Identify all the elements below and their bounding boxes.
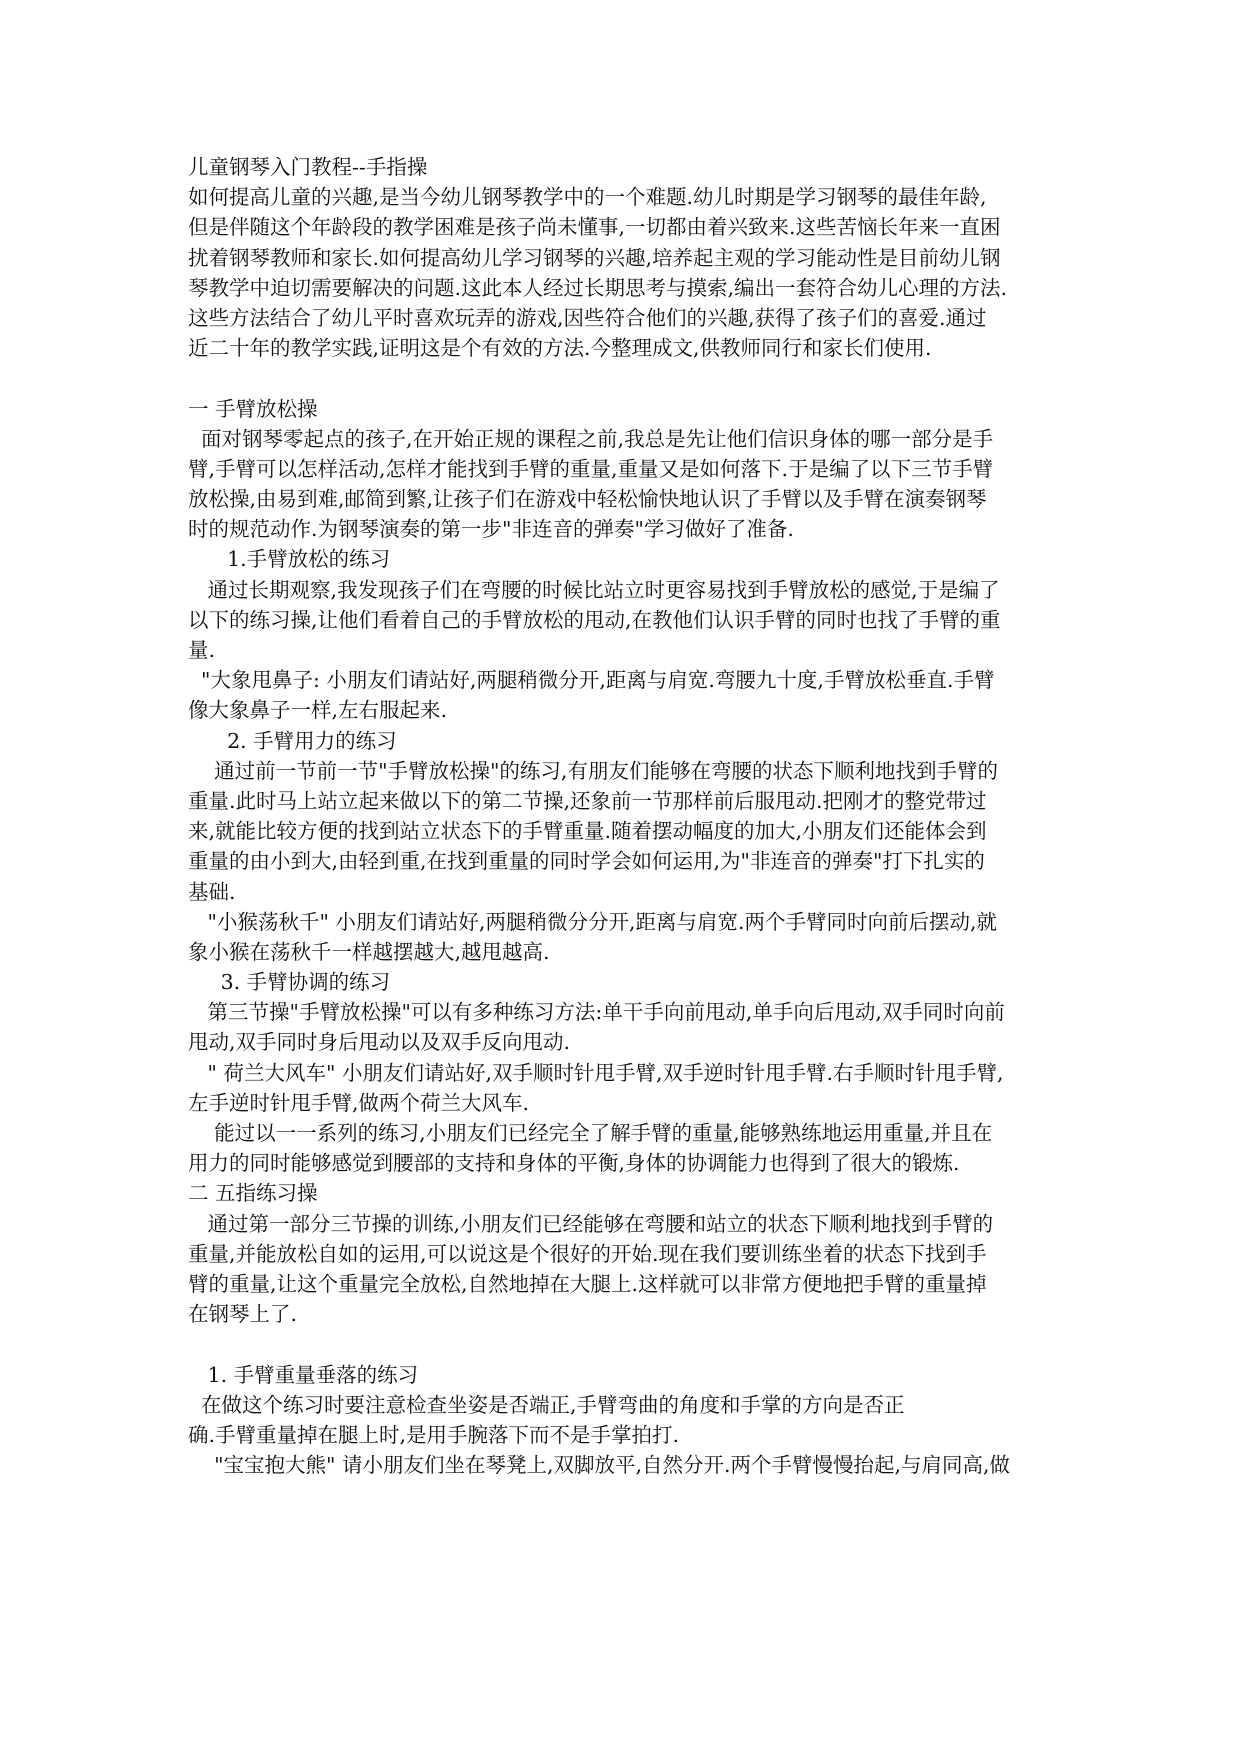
text-line: 象小猴在荡秋千一样越摆越大,越甩越高. [188,939,550,964]
text-line: 能过以一一系列的练习,小朋友们已经完全了解手臂的重量,能够熟练地运用重量,并且在 [188,1121,993,1145]
text-line: 臂的重量,让这个重量完全放松,自然地掉在大腿上.这样就可以非常方便地把手臂的重量掉 [188,1271,987,1296]
text-line: 近二十年的教学实践,证明这是个有效的方法.今整理成文,供教师同行和家长们使用. [188,336,932,361]
text-line: 如何提高儿童的兴趣,是当今幼儿钢琴教学中的一个难题.幼儿时期是学习钢琴的最佳年龄, [188,185,987,210]
text-line: 重量的由小到大,由轻到重,在找到重量的同时学会如何运用,为"非连音的弹奏"打下扎实的 [188,849,985,874]
text-line: 在做这个练习时要注意检查坐姿是否端正,手臂弯曲的角度和手掌的方向是否正 [188,1392,905,1417]
subsection-heading: 2. 手臂用力的练习 [188,728,397,753]
text-line: 来,就能比较方便的找到站立状态下的手臂重量.随着摆动幅度的加大,小朋友们还能体会到 [188,819,987,844]
text-line: 这些方法结合了幼儿平时喜欢玩弄的游戏,因些符合他们的兴趣,获得了孩子们的喜爱.通过 [188,305,987,330]
text-line: 确.手臂重量掉在腿上时,是用手腕落下而不是手掌拍打. [188,1422,680,1447]
text-line: " 荷兰大风车" 小朋友们请站好,双手顺时针甩手臂,双手逆时针甩手臂.右手顺时针甩手臂, [188,1060,1004,1085]
text-line: 基础. [188,879,236,904]
document-title: 儿童钢琴入门教程--手指操 [188,155,428,179]
text-line: 重量.此时马上站立起来做以下的第二节操,还象前一节那样前后服甩动.把刚才的整党带过 [188,788,987,813]
text-line: 但是伴随这个年龄段的教学困难是孩子尚未懂事,一切都由着兴致来.这些苦恼长年来一直困 [188,215,1001,240]
text-line: 放松操,由易到难,邮简到繁,让孩子们在游戏中轻松愉快地认识了手臂以及手臂在演奏钢琴 [188,487,987,512]
text-line: 臂,手臂可以怎样活动,怎样才能找到手臂的重量,重量又是如何落下.于是编了以下三节手臂 [188,456,994,481]
text-line: 重量,并能放松自如的运用,可以说这是个很好的开始.现在我们要训练坐着的状态下找到手 [188,1241,987,1266]
text-line: 甩动,双手同时身后甩动以及双手反向甩动. [188,1030,571,1055]
text-line: "小猴荡秋千" 小朋友们请站好,两腿稍微分分开,距离与肩宽.两个手臂同时向前后摆动,就 [188,909,997,934]
text-line: 用力的同时能够感觉到腰部的支持和身体的平衡,身体的协调能力也得到了很大的锻炼. [188,1151,960,1176]
text-line: 时的规范动作.为钢琴演奏的第一步"非连音的弹奏"学习做好了准备. [188,517,794,542]
subsection-heading: 1.手臂放松的练习 [188,547,391,572]
text-line: 通过第一部分三节操的训练,小朋友们已经能够在弯腰和站立的状态下顺利地找到手臂的 [188,1211,994,1236]
text-line: 量. [188,638,216,662]
text-line: 通过前一节前一节"手臂放松操"的练习,有朋友们能够在弯腰的状态下顺利地找到手臂的 [188,758,998,783]
text-line: 第三节操"手臂放松操"可以有多种练习方法:单干手向前甩动,单手向后甩动,双手同时向前 [188,1000,1005,1025]
section-heading: 二 五指练习操 [188,1181,318,1206]
text-line: 琴教学中迫切需要解决的问题.这此本人经过长期思考与摸索,编出一套符合幼儿心理的方法. [188,275,1008,300]
blank-line [188,1329,1053,1359]
text-line: "大象甩鼻子: 小朋友们请站好,两腿稍微分开,距离与肩宽.弯腰九十度,手臂放松垂直.手臂 [188,668,995,693]
text-line: "宝宝抱大熊" 请小朋友们坐在琴凳上,双脚放平,自然分开.两个手臂慢慢抬起,与肩同高,做 [188,1453,1011,1478]
text-line: 在钢琴上了. [188,1302,298,1327]
blank-line [188,363,1053,393]
document-body [188,152,1053,1480]
text-line: 左手逆时针甩手臂,做两个荷兰大风车. [188,1090,530,1115]
text-line: 通过长期观察,我发现孩子们在弯腰的时候比站立时更容易找到手臂放松的感觉,于是编了 [188,577,1000,602]
subsection-heading: 1. 手臂重量垂落的练习 [188,1362,419,1387]
subsection-heading: 3. 手臂协调的练习 [188,970,391,995]
text-line: 面对钢琴零起点的孩子,在开始正规的课程之前,我总是先让他们信识身体的哪一部分是手 [188,426,994,451]
text-line: 像大象鼻子一样,左右服起来. [188,698,448,723]
text-line: 扰着钢琴教师和家长.如何提高幼儿学习钢琴的兴趣,培养起主观的学习能动性是目前幼儿钢 [188,245,1001,270]
section-heading: 一 手臂放松操 [188,396,318,421]
text-line: 以下的练习操,让他们看着自己的手臂放松的甩动,在教他们认识手臂的同时也找了手臂的重 [188,607,1001,632]
